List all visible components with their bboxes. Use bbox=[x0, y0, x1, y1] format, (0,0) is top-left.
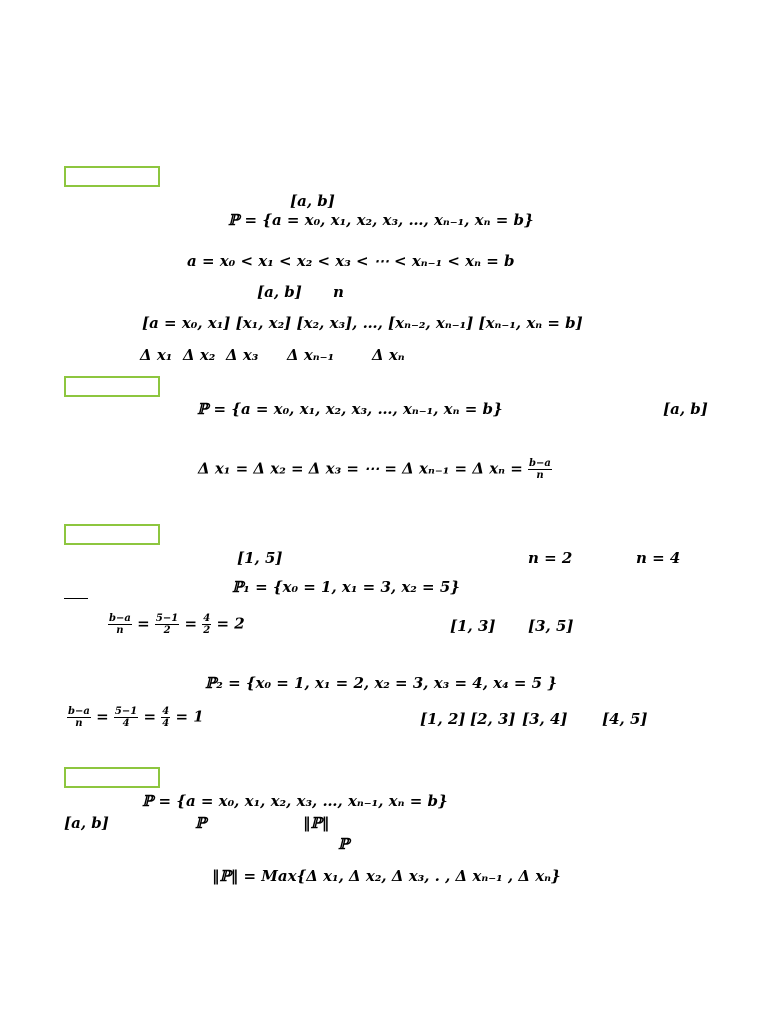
delta-xn-1: Δ xₙ₋₁ bbox=[287, 346, 335, 364]
interval-ab-2: [a, b] bbox=[257, 283, 302, 301]
section-label-box-3 bbox=[64, 524, 160, 545]
p2-interval-1: [1, 2] bbox=[420, 710, 466, 728]
equal-deltas-formula bbox=[198, 458, 552, 481]
partition-definition: ℙ = {a = x₀, x₁, x₂, x₃, …, xₙ₋₁, xₙ = b} bbox=[228, 211, 534, 229]
partition-definition-3: ℙ = {a = x₀, x₁, x₂, x₃, …, xₙ₋₁, xₙ = b} bbox=[142, 792, 448, 810]
n-equals-4: n = 4 bbox=[636, 549, 681, 567]
norm-symbol: ‖ℙ‖ bbox=[303, 814, 330, 832]
calc2-f3-num: 4 bbox=[162, 706, 170, 717]
calc2-f1-num: b−a bbox=[68, 706, 90, 717]
fraction-denominator: n bbox=[536, 470, 544, 481]
partition-ordering: a = x₀ < x₁ < x₂ < x₃ < ⋯ < xₙ₋₁ < xₙ = b bbox=[187, 252, 515, 270]
calc2-eq2: = bbox=[143, 707, 157, 726]
delta-x1: Δ x₁ bbox=[140, 346, 173, 364]
fraction-b-minus-a-over-n bbox=[528, 458, 552, 481]
interval-ab-3: [a, b] bbox=[663, 400, 708, 418]
calc1-f2-num: 5−1 bbox=[155, 613, 179, 624]
calc2-fraction-1 bbox=[67, 706, 91, 729]
delta-x2: Δ x₂ bbox=[183, 346, 216, 364]
calc1-fraction-3 bbox=[202, 613, 211, 636]
short-underline bbox=[64, 598, 88, 599]
calc2-f2-den: 4 bbox=[122, 718, 130, 729]
calc2-eq1: = bbox=[96, 707, 109, 726]
section-label-box-2 bbox=[64, 376, 160, 397]
p2-interval-2: [2, 3] bbox=[470, 710, 516, 728]
calc1-eq2: = bbox=[184, 614, 198, 633]
width-calc-p2 bbox=[67, 706, 204, 729]
calc1-f1-den: n bbox=[116, 625, 124, 636]
subintervals-list: [a = x₀, x₁] [x₁, x₂] [x₂, x₃], …, [xₙ₋₂, xₙ₋₁] [xₙ₋₁, xₙ = b] bbox=[142, 314, 583, 332]
calc2-result: = 1 bbox=[175, 707, 204, 726]
partition-p2: ℙ₂ = {x₀ = 1, x₁ = 2, x₂ = 3, x₃ = 4, x₄ = 5 } bbox=[205, 674, 557, 692]
calc1-eq1: = bbox=[137, 614, 150, 633]
calc2-f1-den: n bbox=[75, 718, 83, 729]
calc2-fraction-2 bbox=[114, 706, 138, 729]
calc2-f2-num: 5−1 bbox=[114, 706, 138, 717]
partition-p1: ℙ₁ = {x₀ = 1, x₁ = 3, x₂ = 5} bbox=[232, 578, 460, 596]
partition-definition-2: ℙ = {a = x₀, x₁, x₂, x₃, …, xₙ₋₁, xₙ = b} bbox=[197, 400, 503, 418]
interval-ab-1: [a, b] bbox=[290, 192, 335, 210]
interval-1-5: [1, 5] bbox=[237, 549, 283, 567]
calc1-fraction-2 bbox=[155, 613, 179, 636]
p1-interval-2: [3, 5] bbox=[528, 617, 574, 635]
p-symbol-2: ℙ bbox=[338, 835, 350, 853]
p-symbol: ℙ bbox=[195, 814, 207, 832]
p1-interval-1: [1, 3] bbox=[450, 617, 496, 635]
fraction-numerator: b−a bbox=[529, 458, 551, 469]
equal-deltas-text: Δ x₁ = Δ x₂ = Δ x₃ = ⋯ = Δ xₙ₋₁ = Δ xₙ = bbox=[198, 459, 523, 478]
calc1-f3-num: 4 bbox=[203, 613, 211, 624]
interval-ab-4: [a, b] bbox=[64, 814, 109, 832]
calc2-f3-den: 4 bbox=[162, 718, 170, 729]
variable-n: n bbox=[333, 283, 344, 301]
calc2-fraction-3 bbox=[161, 706, 170, 729]
calc1-f2-den: 2 bbox=[163, 625, 171, 636]
p2-interval-4: [4, 5] bbox=[602, 710, 648, 728]
norm-definition: ‖ℙ‖ = Max{Δ x₁, Δ x₂, Δ x₃, . , Δ xₙ₋₁ , Δ xₙ} bbox=[212, 867, 561, 885]
n-equals-2: n = 2 bbox=[528, 549, 573, 567]
section-label-box-1 bbox=[64, 166, 160, 187]
calc1-f3-den: 2 bbox=[203, 625, 211, 636]
calc1-result: = 2 bbox=[216, 614, 245, 633]
calc1-f1-num: b−a bbox=[109, 613, 131, 624]
delta-xn: Δ xₙ bbox=[372, 346, 405, 364]
section-label-box-4 bbox=[64, 767, 160, 788]
delta-x3: Δ x₃ bbox=[226, 346, 259, 364]
width-calc-p1 bbox=[108, 613, 245, 636]
p2-interval-3: [3, 4] bbox=[522, 710, 568, 728]
calc1-fraction-1 bbox=[108, 613, 132, 636]
